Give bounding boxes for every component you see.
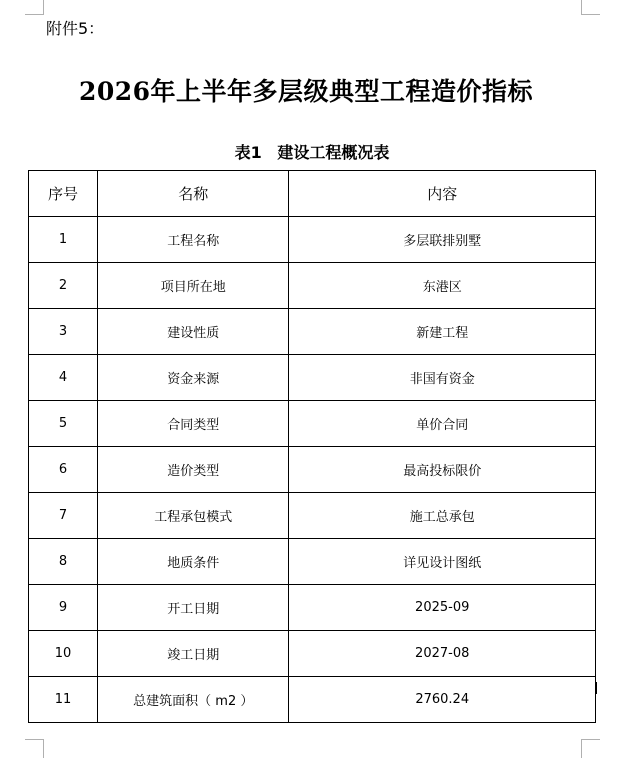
table-row	[29, 263, 596, 309]
header-name: 名称	[98, 171, 289, 217]
cell-content: 单价合同	[289, 401, 596, 447]
crop-mark-bottom-left	[25, 739, 44, 758]
table-row	[29, 493, 596, 539]
header-serial-number: 序号	[29, 171, 98, 217]
cell-content: 非国有资金	[289, 355, 596, 401]
table-row	[29, 217, 596, 263]
cell-serial-number: 3	[29, 309, 98, 355]
cell-content: 多层联排别墅	[289, 217, 596, 263]
table-row	[29, 355, 596, 401]
cell-serial-number: 5	[29, 401, 98, 447]
text-cursor	[595, 682, 597, 694]
cell-name: 资金来源	[98, 355, 289, 401]
cell-content: 最高投标限价	[289, 447, 596, 493]
document-title: 2026年上半年多层级典型工程造价指标	[78, 77, 534, 106]
table-row	[29, 309, 596, 355]
cell-name: 合同类型	[98, 401, 289, 447]
cell-name: 工程名称	[98, 217, 289, 263]
cell-name: 工程承包模式	[98, 493, 289, 539]
table-header-row	[29, 171, 596, 217]
cell-serial-number: 2	[29, 263, 98, 309]
cell-serial-number: 10	[29, 631, 98, 677]
cell-serial-number: 6	[29, 447, 98, 493]
cell-serial-number: 4	[29, 355, 98, 401]
cell-content: 2760.24	[289, 677, 596, 723]
cell-serial-number: 1	[29, 217, 98, 263]
table-row	[29, 539, 596, 585]
cell-serial-number: 7	[29, 493, 98, 539]
cell-name: 地质条件	[98, 539, 289, 585]
cell-content: 新建工程	[289, 309, 596, 355]
cell-content: 东港区	[289, 263, 596, 309]
cell-serial-number: 11	[29, 677, 98, 723]
crop-mark-top-right	[581, 0, 600, 15]
cell-serial-number: 9	[29, 585, 98, 631]
table-row	[29, 585, 596, 631]
crop-mark-top-left	[25, 0, 44, 15]
cell-content: 施工总承包	[289, 493, 596, 539]
project-overview-table	[28, 170, 596, 723]
cell-name: 项目所在地	[98, 263, 289, 309]
table-row	[29, 401, 596, 447]
table-row	[29, 677, 596, 723]
cell-name: 造价类型	[98, 447, 289, 493]
cell-serial-number: 8	[29, 539, 98, 585]
table-row	[29, 447, 596, 493]
cell-name: 总建筑面积（ m2 ）	[98, 677, 289, 723]
table-row	[29, 631, 596, 677]
cell-content: 2027-08	[289, 631, 596, 677]
annex-label: 附件5：	[46, 19, 105, 38]
cell-content: 2025-09	[289, 585, 596, 631]
crop-mark-bottom-right	[581, 739, 600, 758]
header-content: 内容	[289, 171, 596, 217]
cell-content: 详见设计图纸	[289, 539, 596, 585]
cell-name: 开工日期	[98, 585, 289, 631]
cell-name: 建设性质	[98, 309, 289, 355]
table-caption: 表1 建设工程概况表	[234, 143, 390, 162]
cell-name: 竣工日期	[98, 631, 289, 677]
